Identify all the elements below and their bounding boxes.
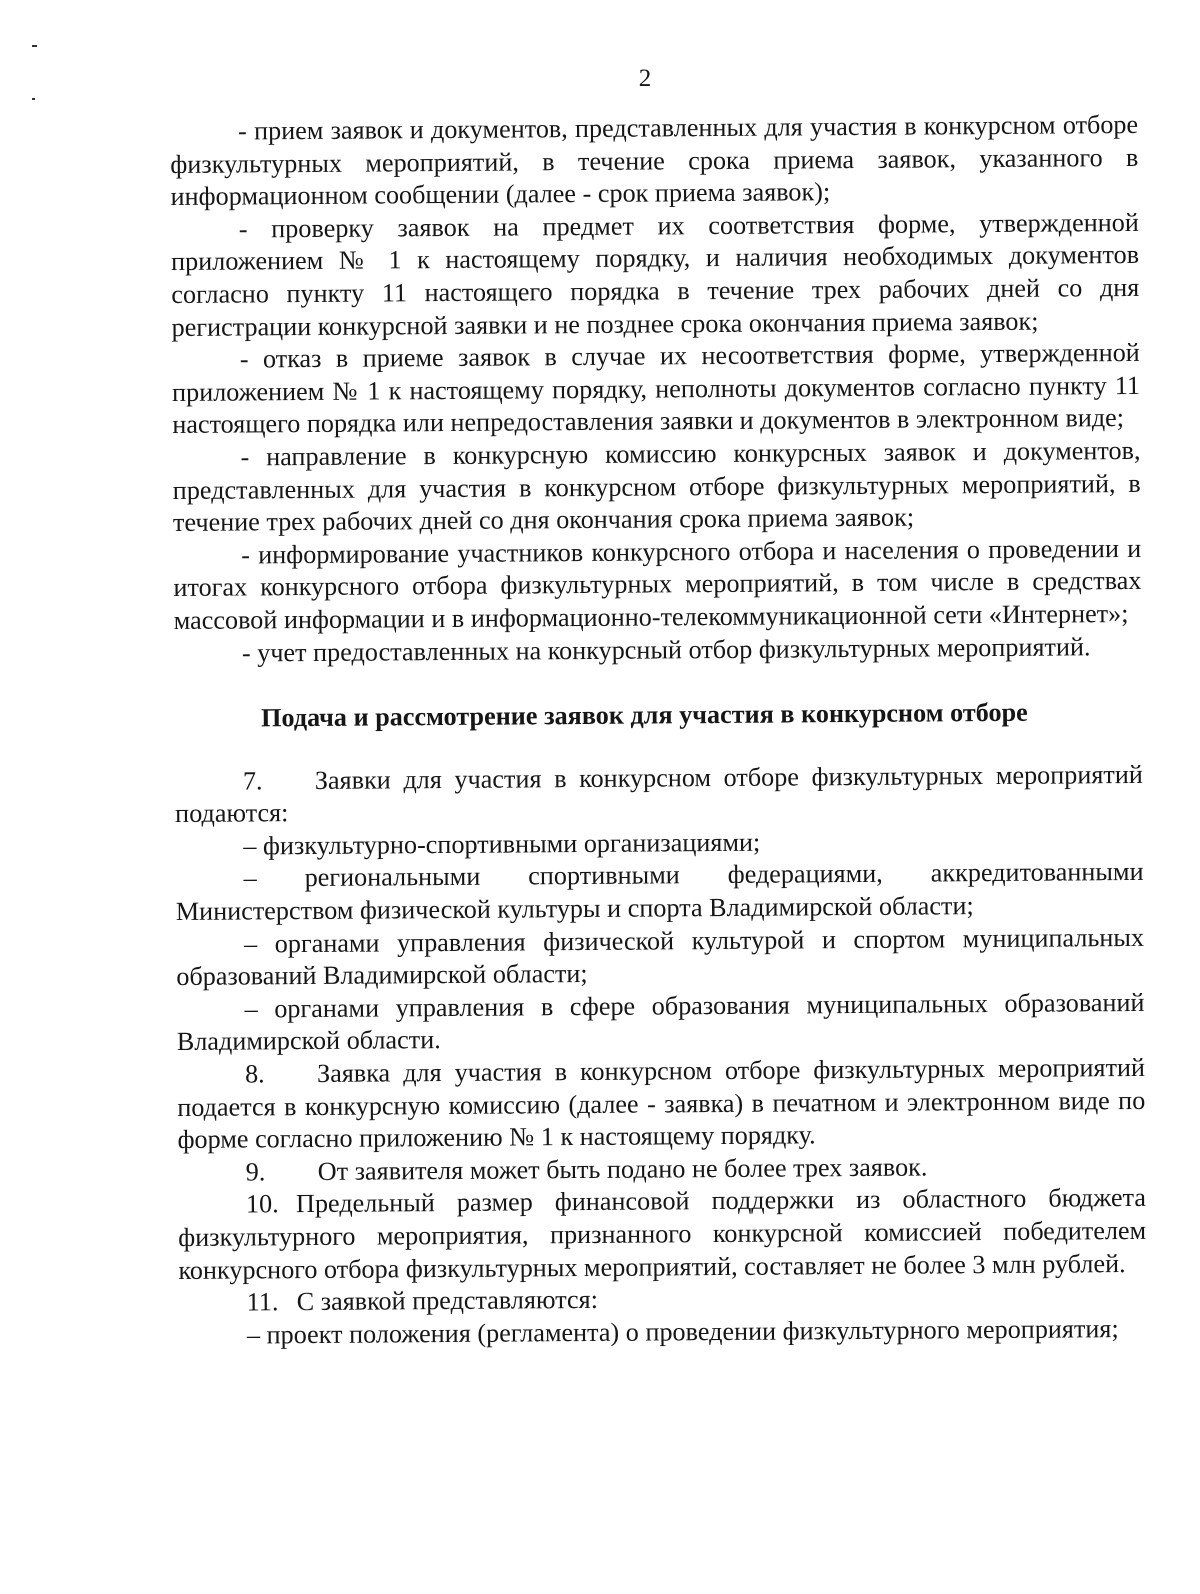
list-item: – органами управления в сфере образования муниципальных образований Владимирской области. <box>176 987 1145 1057</box>
clause-7 <box>175 759 1143 831</box>
clause-number: 9. <box>245 1157 266 1187</box>
paragraph: - проверку заявок на предмет их соответствия форме, утвержденной приложением № 1 к настоящему порядку, и наличия необходимых документов согласно пункту 11 настоящего порядка в течение трех рабочих дней со дня регистрации конкурсной заявки и не позднее срока окончания приема заявок; <box>170 207 1140 342</box>
list-item: – органами управления физической культурой и спортом муниципальных образований Владимирской области; <box>176 922 1145 992</box>
clause-10 <box>178 1182 1147 1287</box>
list-item: – физкультурно-спортивными организациями; <box>243 827 761 861</box>
clause-text: Предельный размер финансовой поддержки из областного бюджета физкультурного мероприятия, признанного конкурсной комиссией победителем конкурсного отбора физкультурных мероприятий, составляет не более 3 млн рублей. <box>178 1183 1147 1285</box>
clause-text: С заявкой представляются: <box>296 1285 599 1317</box>
scan-speck <box>32 98 35 100</box>
list-item: – региональными спортивными федерациями, аккредитованными Министерством физической культуры и спорта Владимирской области; <box>175 857 1144 927</box>
clause-number: 8. <box>244 1059 265 1089</box>
page-number: 2 <box>638 65 652 92</box>
paragraph: - прием заявок и документов, представленных для участия в конкурсном отборе физкультурных мероприятий, в течение срока приема заявок, указанного в информационном сообщении (далее - срок приема заявок); <box>170 109 1139 212</box>
clause-text: Заявка для участия в конкурсном отборе физкультурных мероприятий подается в конкурсную комиссию (далее - заявка) в печатном и электронном виде по форме согласно приложению № 1 к настоящему порядку. <box>177 1052 1146 1155</box>
list-item: – проект положения (регламента) о проведении физкультурного мероприятия; <box>246 1313 1119 1350</box>
section-title: Подача и рассмотрение заявок для участия в конкурсном отборе <box>260 697 1028 733</box>
clause-8 <box>177 1052 1146 1157</box>
clause-number: 11. <box>246 1287 279 1317</box>
paragraph: - отказ в приеме заявок в случае их несоответствия форме, утвержденной приложением № 1 к настоящему порядку, неполноты документов согласно пункту 11 настоящего порядка или непредоставления заявки и документов в электронном виде; <box>171 338 1141 440</box>
clause-number: 10. <box>245 1189 279 1219</box>
paragraph: - информирование участников конкурсного отбора и населения о проведении и итогах конкурсного отбора физкультурных мероприятий, в том числе в средствах массовой информации и в информационно-телекоммуникационной сети «Интернет»; <box>173 533 1142 635</box>
clause-text: От заявителя может быть подано не более трех заявок. <box>317 1152 928 1186</box>
document-body <box>170 109 1147 1352</box>
clause-number: 7. <box>242 766 263 796</box>
paragraph: - учет предоставленных на конкурсный отбор физкультурных мероприятий. <box>241 631 1091 667</box>
scan-speck <box>32 45 37 47</box>
clause-text: Заявки для участия в конкурсном отборе физкультурных мероприятий подаются: <box>175 759 1143 829</box>
paragraph: - направление в конкурсную комиссию конкурсных заявок и документов, представленных для участия в конкурсном отборе физкультурных мероприятий, в течение трех рабочих дней со дня окончания срока приема заявок; <box>172 435 1141 538</box>
